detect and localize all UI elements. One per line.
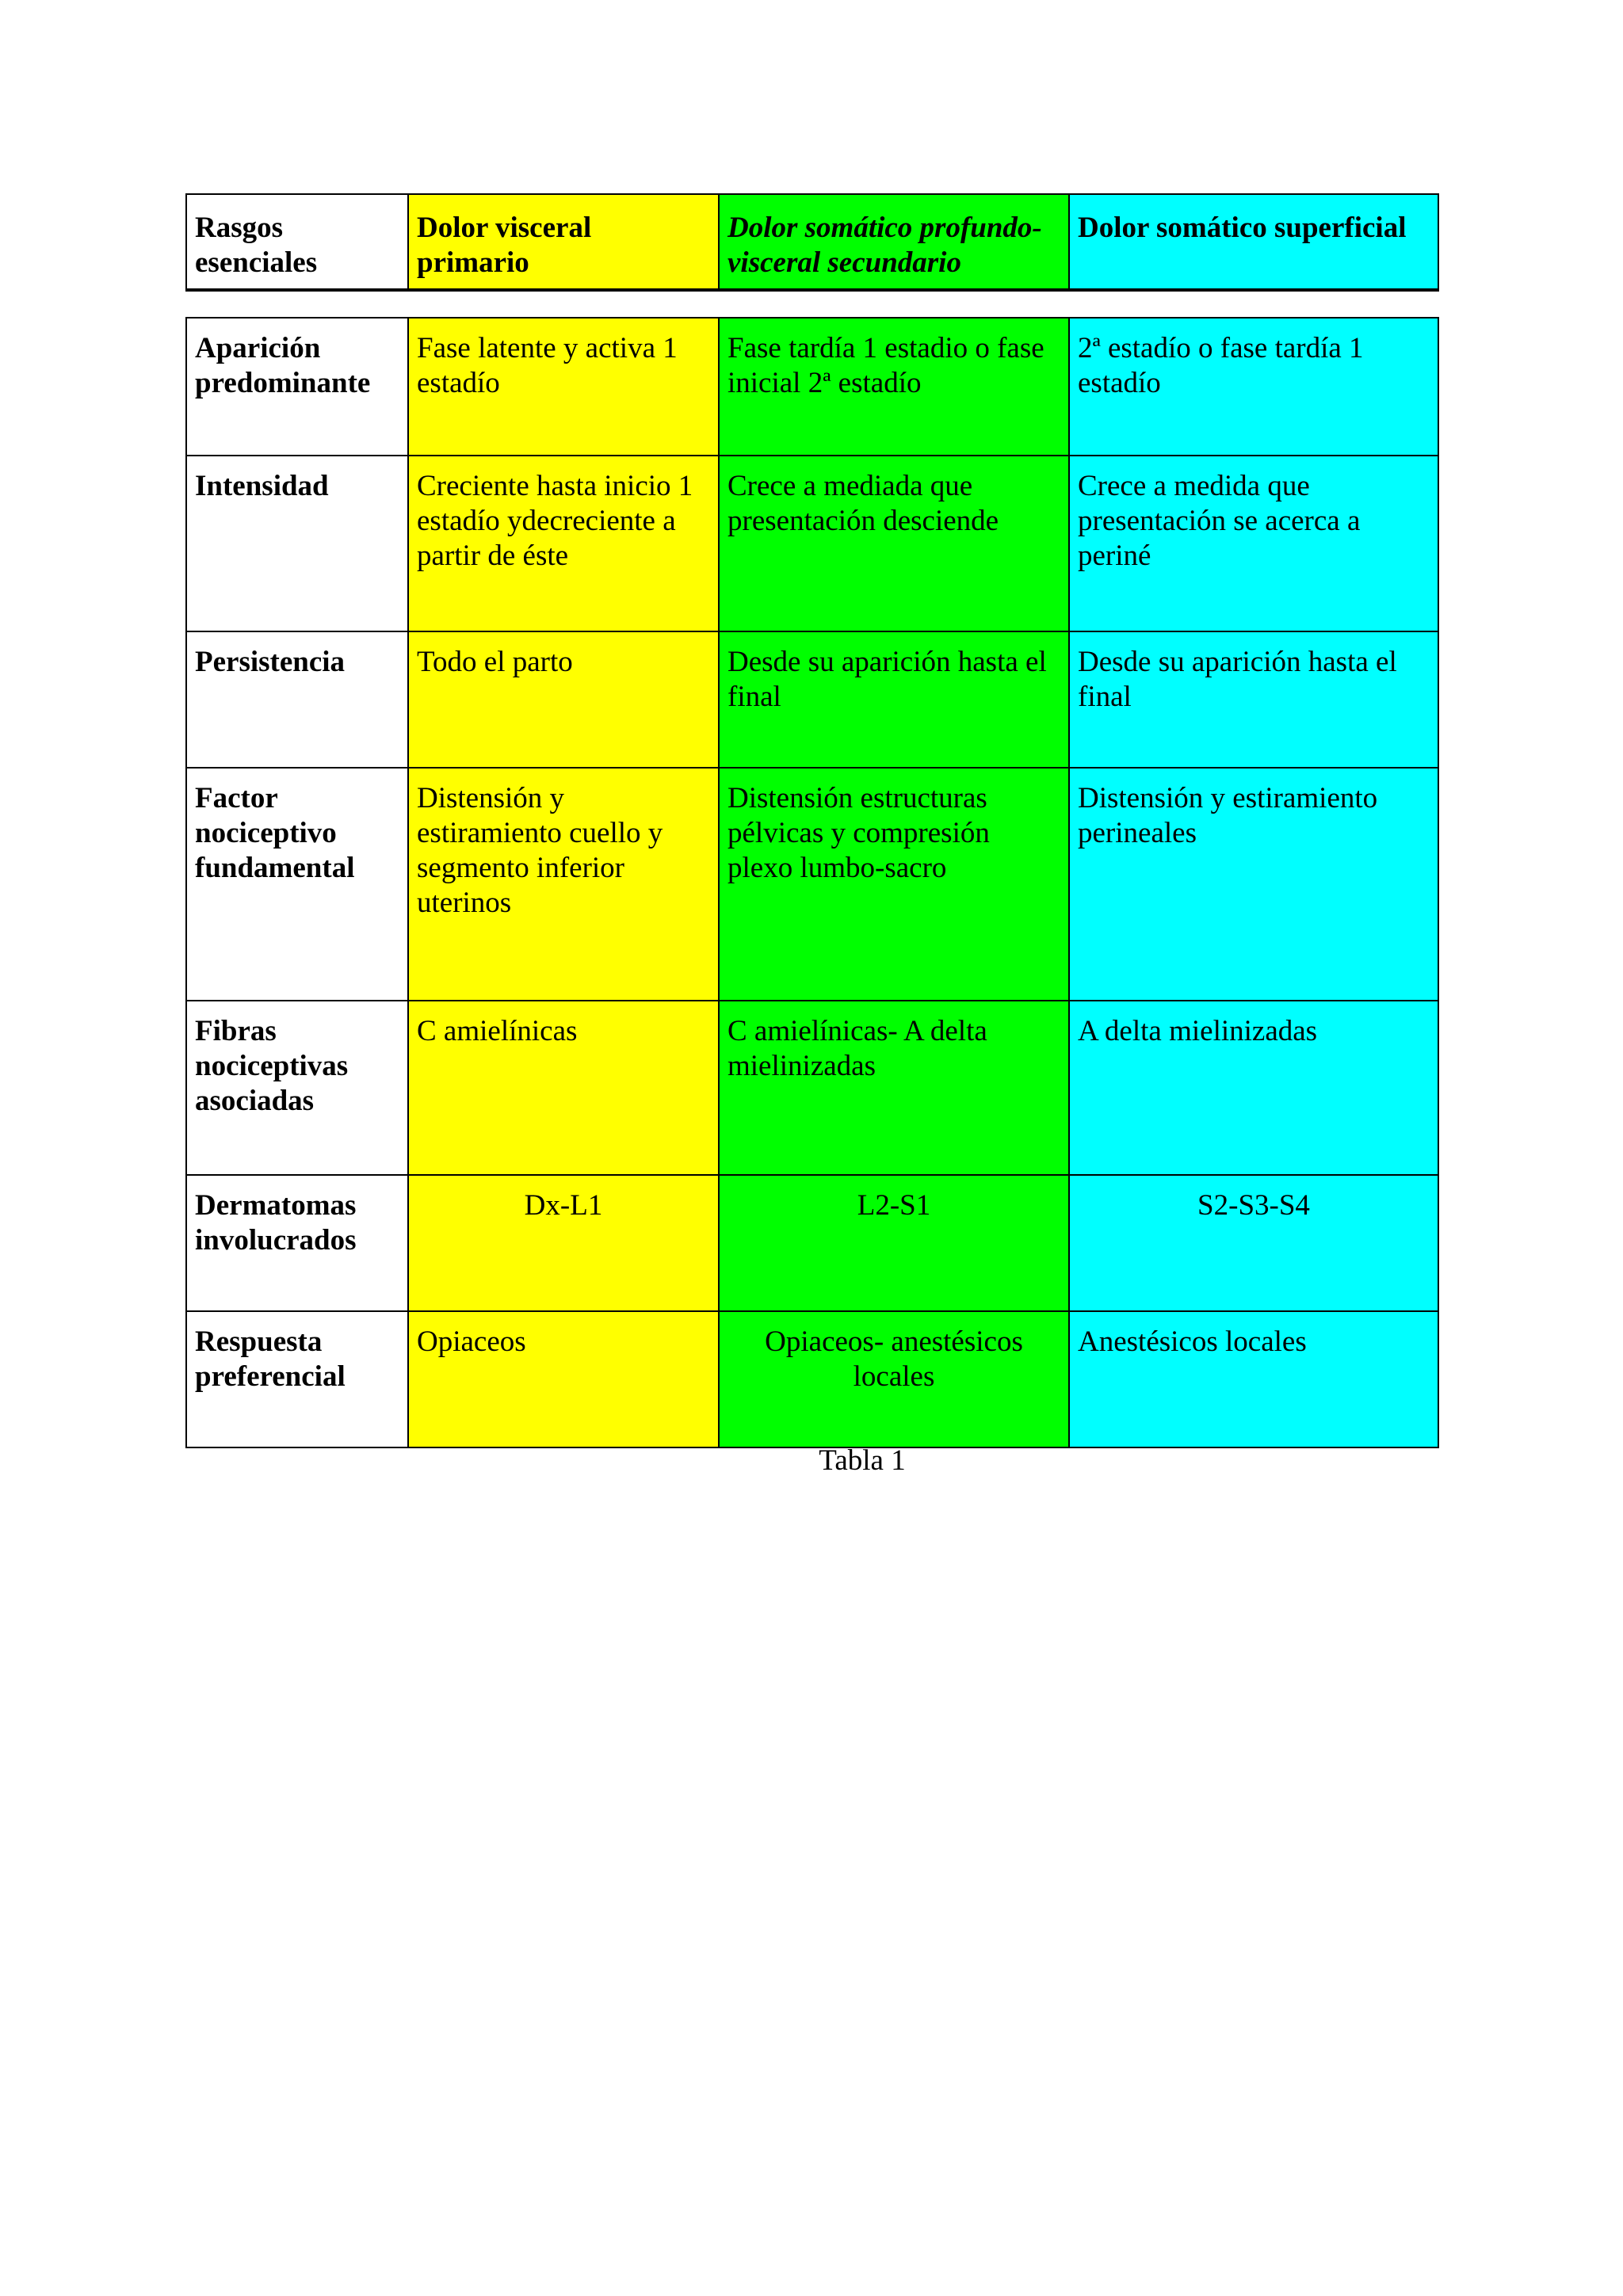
cell-profundo: Opiaceos- anestésicos locales: [719, 1311, 1069, 1447]
cell-visceral: Fase latente y activa 1 estadío: [408, 318, 719, 456]
cell-superficial: Anestésicos locales: [1069, 1311, 1438, 1447]
comparison-table: [185, 317, 1439, 1448]
row-label: Persistencia: [186, 631, 408, 768]
header-dolor-superficial: Dolor somático superficial: [1069, 194, 1438, 290]
cell-superficial: Crece a medida que presentación se acerca a periné: [1069, 456, 1438, 631]
table-row: [186, 1001, 1438, 1175]
cell-visceral: Dx-L1: [408, 1175, 719, 1311]
header-rasgos: Rasgos esenciales: [186, 194, 408, 290]
header-table: [185, 193, 1439, 292]
row-label: Factor nociceptivo fundamental: [186, 768, 408, 1001]
table-caption: Tabla 1: [819, 1444, 906, 1477]
table-row: [186, 456, 1438, 631]
cell-superficial: S2-S3-S4: [1069, 1175, 1438, 1311]
row-label: Dermatomas involucrados: [186, 1175, 408, 1311]
cell-profundo: Fase tardía 1 estadio o fase inicial 2ª estadío: [719, 318, 1069, 456]
cell-profundo: Desde su aparición hasta el final: [719, 631, 1069, 768]
row-label: Intensidad: [186, 456, 408, 631]
table-row: [186, 318, 1438, 456]
cell-visceral: Todo el parto: [408, 631, 719, 768]
cell-visceral: Opiaceos: [408, 1311, 719, 1447]
header-dolor-visceral: Dolor visceral primario: [408, 194, 719, 290]
table-row: [186, 1311, 1438, 1447]
row-label: Respuesta preferencial: [186, 1311, 408, 1447]
row-label: Fibras nociceptivas asociadas: [186, 1001, 408, 1175]
cell-superficial: 2ª estadío o fase tardía 1 estadío: [1069, 318, 1438, 456]
cell-profundo: C amielínicas- A delta mielinizadas: [719, 1001, 1069, 1175]
table-row: [186, 631, 1438, 768]
row-label: Aparición predominante: [186, 318, 408, 456]
table-row: [186, 1175, 1438, 1311]
cell-visceral: Distensión y estiramiento cuello y segmento inferior uterinos: [408, 768, 719, 1001]
cell-visceral: Creciente hasta inicio 1 estadío ydecreciente a partir de éste: [408, 456, 719, 631]
header-row: [186, 194, 1438, 290]
cell-visceral: C amielínicas: [408, 1001, 719, 1175]
header-dolor-profundo: Dolor somático profundo-visceral secundario: [719, 194, 1069, 290]
cell-profundo: L2-S1: [719, 1175, 1069, 1311]
table-row: [186, 768, 1438, 1001]
cell-profundo: Distensión estructuras pélvicas y compresión plexo lumbo-sacro: [719, 768, 1069, 1001]
cell-superficial: Desde su aparición hasta el final: [1069, 631, 1438, 768]
cell-profundo: Crece a mediada que presentación desciende: [719, 456, 1069, 631]
cell-superficial: Distensión y estiramiento perineales: [1069, 768, 1438, 1001]
cell-superficial: A delta mielinizadas: [1069, 1001, 1438, 1175]
